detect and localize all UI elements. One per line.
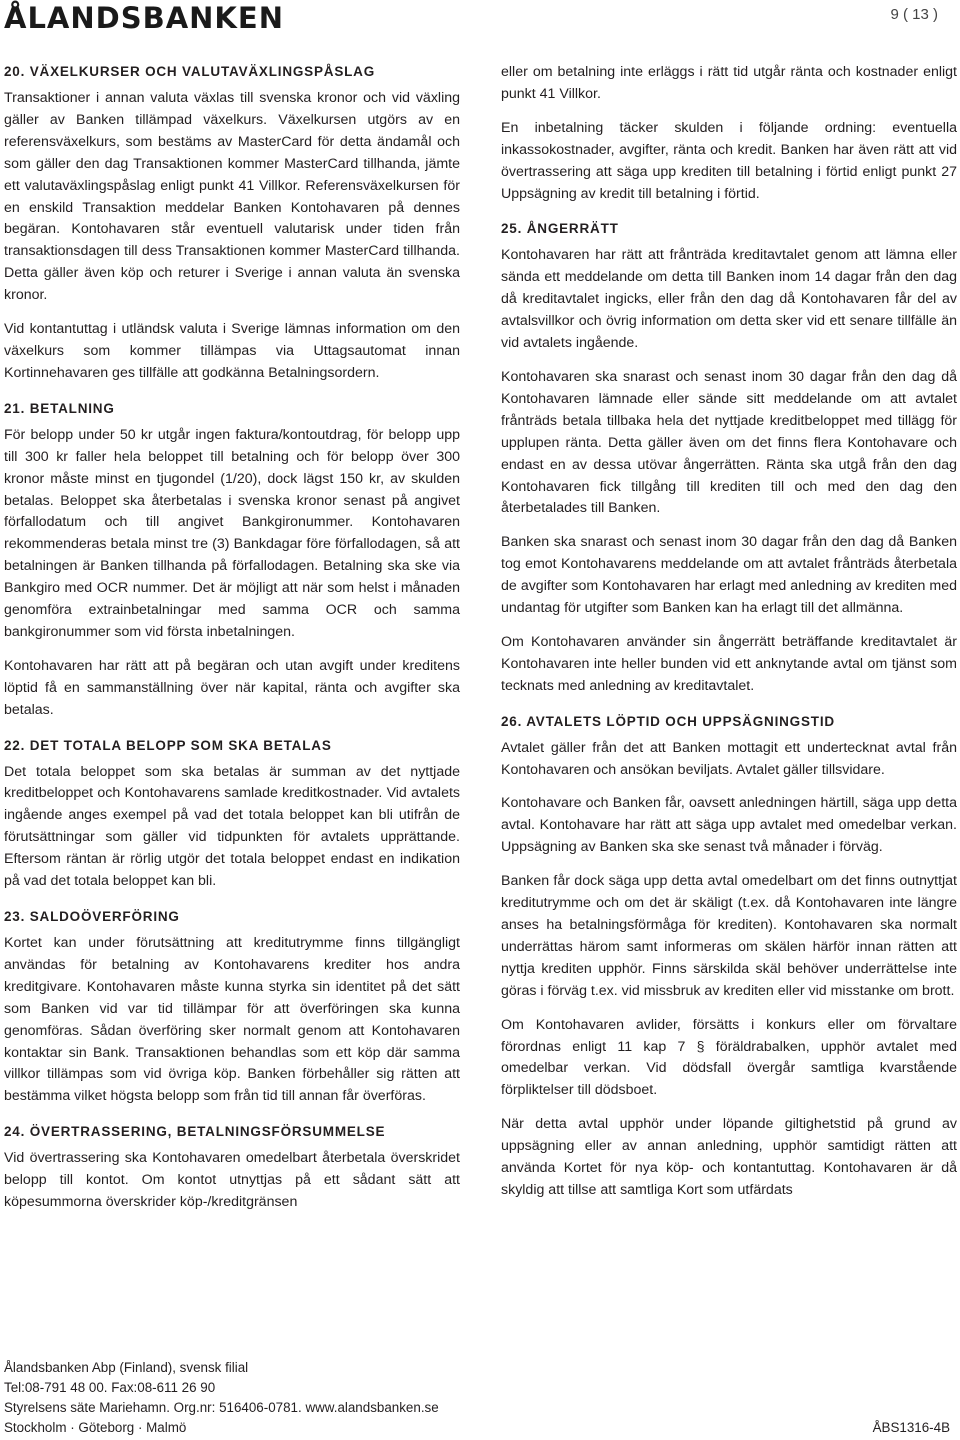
paragraph: Kortet kan under förutsättning att kreditutrymme finns tillgängligt användas för betalning av Kontohavarens krediter hos andra kreditgivare. Kontohavaren måste kunna styrka sin identitet på det sätt som Banken vid var tid tillämpar för att överföringen ska kunna genomföras. Sådan överföring sker normalt genom att Kontohavaren kontaktar sin Bank. Transaktionen behandlas som ett köp där samma villkor tillämpas som vid övriga köp. Banken förbehåller sig rätten att bestämma vilket högsta belopp som från tid till annan får överföras. [4,935,460,1105]
paragraph: Det totala beloppet som ska betalas är summan av det nyttjade kreditbeloppet och Kontohavarens samlade kreditkostnader. Vid avtalets ingående anges exempel på vad det totala beloppet kan bli utifrån de förutsättningar som gäller vid tidpunkten för avtalets upprättande. Eftersom räntan är rörlig utgör det totala beloppet endast en indikation på vad det totala beloppet kan bli. [4,763,460,890]
section-25 [501,219,957,697]
section-23 [4,907,460,1108]
paragraph: Kontohavare och Banken får, oavsett anledningen härtill, säga upp detta avtal. Kontohavare har rätt att säga upp avtalet med omedelbar verkan. Uppsägning av Banken ska ske senast två månader i förväg. [501,795,957,856]
paragraph: Kontohavaren ska snarast och senast inom 30 dagar från den dag då Kontohavaren lämnade eller sände sitt meddelande om att avtalet frånträds betala tillbaka hela det nyttjade kreditbeloppet med tillägg för upplupen ränta. Detta gäller även om det finns flera Kontohavare och endast en av dessa utövar ångerrätten. Ränta ska utgå från den dag Kontohavaren fick tillgång till krediten till och med den dag den återbetalades till Banken. [501,368,957,517]
footer-line: Tel:08-791 48 00. Fax:08-611 26 90 [4,1380,216,1395]
section-26 [501,712,957,1202]
section-heading: 23. SALDOÖVERFÖRING [4,909,180,924]
section-24 [4,1122,460,1214]
right-column [501,62,957,1216]
section-heading: 22. DET TOTALA BELOPP SOM SKA BETALAS [4,737,332,753]
bank-logo: ÅLANDSBANKEN [4,1,284,35]
section-heading: 24. ÖVERTRASSERING, BETALNINGSFÖRSUMMELSE [4,1124,386,1140]
section-heading: 26. AVTALETS LÖPTID OCH UPPSÄGNINGSTID [501,713,835,729]
page-number: 9 ( 13 ) [890,6,938,23]
section-24-continued [501,62,957,205]
paragraph: Vid övertrassering ska Kontohavaren omedelbart återbetala överskridet belopp till kontot. Om kontot utnyttjas på ett sådant sätt att köpesummorna överskrider köp-/kreditgränsen [4,1150,460,1211]
paragraph: Kontohavaren har rätt att frånträda kreditavtalet genom att lämna eller sända ett meddelande om detta till Banken inom 14 dagar från den dag då kreditavtalet ingicks, eller från den dag då Kontohavaren får del av avtalsvillkor och övrig information om detta sker vid ett senare tillfälle än vid avtalets ingående. [501,247,957,352]
paragraph: Avtalet gäller från det att Banken mottagit ett undertecknat avtal från Kontohavaren och ansökan beviljats. Avtalet gäller tillsvidare. [501,739,957,778]
section-20 [4,62,460,385]
paragraph: För belopp under 50 kr utgår ingen faktura/kontoutdrag, för belopp upp till 300 kr faller hela beloppet till betalning och för belopp över 300 kronor måste minst en tjugondel (1/20), dock lägst 150 kr, av skulden betalas. Beloppet ska återbetalas i svenska kronor senast på angivet förfallodatum och till angivet Bankgironummer. Kontohavaren rekommenderas betala minst tre (3) Bankdagar före förfallodagen, så att betalningen är Banken tillhanda på förfallodagen. Betalning ska ske via Bankgiro med OCR nummer. Det är möjligt att när som helst i månaden genomföra extrainbetalningar med samma OCR och samma bankgironummer som vid första inbetalningen. [4,426,460,640]
paragraph: eller om betalning inte erläggs i rätt tid utgår ränta och kostnader enligt punkt 41 Villkor. [501,64,957,102]
paragraph: Banken ska snarast och senast inom 30 dagar från den dag då Banken tog emot Kontohavarens meddelande om att avtalet frånträds återbetala de avgifter som Kontohavaren har erlagt med anledning av krediten med undantag för utgifter som Banken kan ha erlagt till det allmänna. [501,534,957,617]
section-21 [4,399,460,722]
paragraph: Transaktioner i annan valuta växlas till svenska kronor och vid växling gäller av Banken tillämpad växelkurs. Växelkursen utgörs av en referensväxelkurs, som bestäms av MasterCard för detta ändamål och som gäller den dag Transaktionen kommer MasterCard tillhanda, jämte ett valutaväxlingspåslag enligt punkt 41 Villkor. Referensväxelkursen för en enskild Transaktion meddelar Banken Kontohavaren på dennes begäran. Kontohavaren står eventuell valutarisk under tiden från transaktionsdagen till dess Transaktionen kommer MasterCard tillhanda. Detta gäller även köp och returer i Sverige i annan valuta än svenska kronor. [4,90,460,304]
paragraph: En inbetalning täcker skulden i följande ordning: eventuella inkassokostnader, avgifter, ränta och kredit. Banken har även rätt att vid övertrassering att säga upp krediten till betalning i förtid enligt punkt 27 Uppsägning av kredit till betalning i förtid. [501,119,957,202]
paragraph: Om Kontohavaren avlider, försätts i konkurs eller om förvaltare förordnas enligt 11 kap 7 § föräldrabalken, upphör avtalet med omedelbar verkan. Vid dödsfall övergår samtliga kvarstående förpliktelser till dödsboet. [501,1016,957,1099]
paragraph: När detta avtal upphör under löpande giltighetstid på grund av uppsägning eller av annan anledning, upphör samtidigt rätten att använda Kortet för nya köp- och kontantuttag. Kontohavaren är då skyldig att tillse att samtliga Kort som utfärdats [501,1116,957,1198]
paragraph: Om Kontohavaren använder sin ångerrätt beträffande kreditavtalet är Kontohavaren inte heller bunden vid ett anknytande avtal om tjänst som tecknats med anledning av kreditavtalet. [501,633,957,694]
document-code: ÅBS1316-4B [872,1420,950,1435]
paragraph: Kontohavaren har rätt att på begäran och utan avgift under kreditens löptid få en sammanställning över när kapital, ränta och avgifter ska betalas. [4,657,460,718]
section-heading: 25. ÅNGERRÄTT [501,221,619,237]
left-column [4,62,460,1228]
paragraph: Banken får dock säga upp detta avtal omedelbart om det finns outnyttjat kreditutrymme och om det är skäligt (t.ex. då Kontohavaren inte längre anses ha betalningsförmåga för krediten). Kontohavaren ska normalt underrättas härom samt informeras om skälen härför innan rätten att nyttja krediten upphör. Finns särskilda skäl behöver underrättelse inte göras i förväg t.ex. vid missbruk av krediten eller vid misstanke om brott. [501,873,957,999]
section-heading: 21. BETALNING [4,400,115,416]
footer-address [4,1358,439,1438]
footer-line: Ålandsbanken Abp (Finland), svensk filial [4,1360,249,1375]
footer-line: Styrelsens säte Mariehamn. Org.nr: 516406-0781. www.alandsbanken.se [4,1400,439,1415]
section-22 [4,736,460,893]
paragraph: Vid kontantuttag i utländsk valuta i Sverige lämnas information om den växelkurs som kommer tillämpas via Uttagsautomat innan Kortinnehavaren ges tillfälle att godkänna Betalningsordern. [4,321,460,381]
footer-line: Stockholm · Göteborg · Malmö [4,1420,187,1435]
section-heading: 20. VÄXELKURSER OCH VALUTAVÄXLINGSPÅSLAG [4,64,376,79]
